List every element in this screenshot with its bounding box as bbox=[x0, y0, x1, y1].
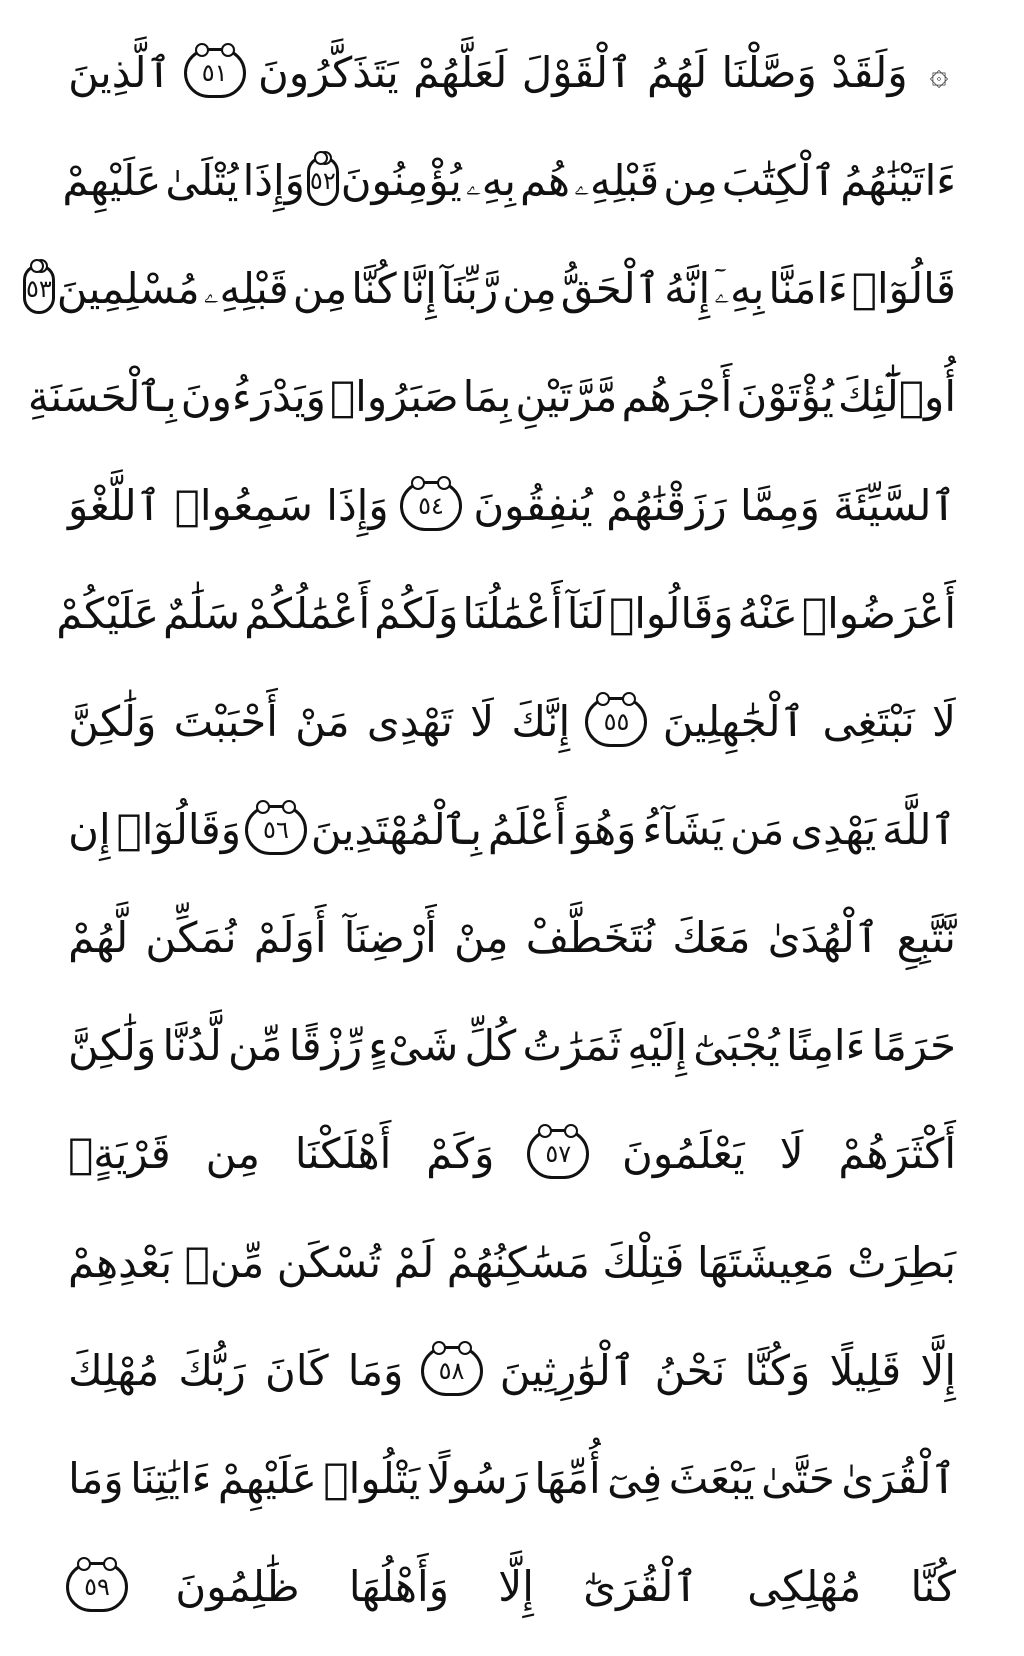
ayah-number-marker: ٥٧ bbox=[527, 1129, 589, 1179]
quran-word: لَّدُنَّا bbox=[162, 1021, 222, 1071]
quran-word: يَتْلُوا۟ bbox=[323, 1453, 421, 1503]
quran-word: قَلِيلًا bbox=[829, 1345, 902, 1395]
quran-word: شَىْءٍ bbox=[368, 1021, 459, 1071]
quran-word: يُتْلَىٰ bbox=[165, 156, 239, 206]
text-line bbox=[66, 1003, 958, 1089]
quran-word: وَإِذَا bbox=[242, 156, 305, 206]
quran-word: إِنَّا bbox=[400, 264, 437, 314]
ayah-number-marker: ٥٥ bbox=[585, 697, 647, 747]
quran-word: ظَٰلِمُونَ bbox=[175, 1561, 300, 1611]
quran-word: إِلَيْهِ bbox=[627, 1021, 688, 1071]
quran-word: لَّهُمْ bbox=[68, 913, 129, 963]
quran-word: مَنْ bbox=[295, 696, 350, 746]
quran-word: ٱلَّذِينَ bbox=[68, 48, 172, 97]
quran-word: أَرْضِنَآ bbox=[343, 913, 437, 963]
quran-word: وَقَالُوٓا۟ bbox=[116, 804, 242, 854]
quran-word: لَا bbox=[932, 696, 956, 746]
ayah-number-marker: ٥٦ bbox=[245, 805, 307, 855]
quran-word: مَعَكَ bbox=[672, 913, 751, 963]
quran-word: ءَامِنًا bbox=[785, 1021, 866, 1071]
quran-word: أَعْلَمُ bbox=[487, 804, 567, 854]
quran-word: تَهْدِى bbox=[366, 696, 453, 746]
quran-word: مِّن bbox=[228, 1021, 283, 1071]
quran-word: فِىٓ bbox=[607, 1453, 663, 1503]
quran-word: ٱلْهُدَىٰ bbox=[767, 913, 880, 963]
quran-word: لَنَآ bbox=[566, 588, 606, 638]
quran-word: حَتَّىٰ bbox=[761, 1453, 835, 1503]
quran-word: فَتِلْكَ bbox=[602, 1237, 685, 1287]
quran-word: مَن bbox=[729, 804, 785, 854]
quran-word: وَصَّلْنَا bbox=[721, 48, 817, 97]
quran-word: سَمِعُوا۟ bbox=[174, 480, 313, 530]
quran-word: نَحْنُ bbox=[654, 1345, 726, 1395]
quran-word: وَيَدْرَءُونَ bbox=[180, 372, 326, 422]
quran-word: نُتَخَطَّفْ bbox=[525, 913, 656, 963]
quran-word: صَبَرُوا۟ bbox=[329, 372, 459, 422]
quran-word: لَا bbox=[779, 1129, 804, 1179]
quran-word: حَرَمًا bbox=[871, 1021, 956, 1071]
quran-word: رَزَقْنَٰهُمْ bbox=[606, 480, 727, 530]
quran-word: ءَاتَيْنَٰهُمُ bbox=[840, 156, 956, 206]
quran-word: بِهِۦٓ bbox=[714, 264, 765, 314]
quran-word: مِن bbox=[205, 1129, 261, 1179]
quran-word: وَكُنَّا bbox=[744, 1345, 811, 1395]
quran-word: قَبْلِهِۦ bbox=[574, 156, 660, 206]
quran-word: مُهْلِكَ bbox=[68, 1345, 160, 1395]
text-line bbox=[27, 354, 958, 440]
quran-word: كُنَّا bbox=[351, 264, 397, 314]
quran-word: عَلَيْكُمْ bbox=[56, 588, 160, 638]
quran-word: إِنَّهُ bbox=[664, 264, 711, 314]
quran-word: قَبْلِهِۦ bbox=[203, 264, 289, 314]
quran-word: عَنْهُ bbox=[737, 588, 798, 638]
quran-word: مُسْلِمِينَ bbox=[56, 264, 200, 314]
quran-word: لَا bbox=[470, 696, 495, 746]
quran-word: رَسُولًا bbox=[426, 1453, 528, 1503]
quran-word: يَتَذَكَّرُونَ bbox=[257, 48, 399, 97]
quran-word: أَوَلَمْ bbox=[253, 913, 327, 963]
quran-word: أَعْرَضُوا۟ bbox=[801, 588, 956, 638]
quran-word: هُم bbox=[519, 156, 571, 206]
quran-word: ٱللَّهَ bbox=[882, 804, 956, 854]
quran-word: نَّتَّبِعِ bbox=[896, 913, 956, 963]
quran-word: نُمَكِّن bbox=[145, 913, 237, 963]
quran-word: مَّرَّتَيْنِ bbox=[515, 372, 618, 422]
quran-word: لَمْ bbox=[393, 1237, 435, 1287]
quran-word: مِن bbox=[292, 264, 348, 314]
quran-word: بَعْدِهِمْ bbox=[68, 1237, 173, 1287]
quran-word: ٱلْوَٰرِثِينَ bbox=[499, 1345, 636, 1395]
quran-word: بِمَا bbox=[462, 372, 512, 422]
text-line bbox=[66, 1220, 958, 1306]
quran-word: يَهْدِى bbox=[790, 804, 877, 854]
text-line bbox=[66, 1544, 958, 1630]
quran-word: ءَايَٰتِنَا bbox=[130, 1453, 212, 1503]
quran-word: وَأَهْلُهَا bbox=[348, 1561, 449, 1611]
quran-word: أَحْبَبْتَ bbox=[173, 696, 278, 746]
ayah-number-marker: ٥١ bbox=[184, 48, 246, 98]
text-line bbox=[66, 787, 958, 873]
ayah-number-marker: ٥٢ bbox=[307, 156, 339, 206]
quran-word: ثَمَرَٰتُ bbox=[522, 1021, 622, 1071]
quran-word: نَبْتَغِى bbox=[822, 696, 915, 746]
quran-word: عَلَيْهِمْ bbox=[217, 1453, 317, 1503]
quran-word: يُؤْتَوْنَ bbox=[736, 372, 834, 422]
text-line bbox=[26, 246, 958, 332]
quran-word: رَّبِّنَآ bbox=[440, 264, 499, 314]
quran-word: أَجْرَهُم bbox=[621, 372, 733, 422]
quran-word: وَهُوَ bbox=[572, 804, 637, 854]
quran-word: يُجْبَىٰٓ bbox=[693, 1021, 780, 1071]
text-line bbox=[66, 1436, 958, 1522]
quran-word: رِّزْقًا bbox=[288, 1021, 363, 1071]
quran-word: إِنَّكَ bbox=[511, 696, 571, 746]
quran-word: يُنفِقُونَ bbox=[473, 480, 593, 530]
quran-word: مِن bbox=[502, 264, 557, 314]
quran-word: بِٱلْمُهْتَدِينَ bbox=[310, 804, 482, 854]
quran-word: ٱلْقَوْلَ bbox=[521, 48, 633, 97]
quran-word: وَإِذَا bbox=[326, 480, 389, 530]
quran-word: كُلِّ bbox=[464, 1021, 517, 1071]
quran-word: مِنْ bbox=[454, 913, 509, 963]
ayah-number-marker: ٥٣ bbox=[23, 264, 55, 314]
text-line bbox=[66, 1328, 958, 1414]
quran-word: وَلَكُمْ bbox=[374, 588, 459, 638]
quran-text-lines bbox=[26, 30, 958, 1630]
quran-word: ٱللَّغْوَ bbox=[68, 480, 162, 530]
text-line bbox=[66, 463, 958, 549]
quran-word: يَشَآءُ bbox=[642, 804, 725, 854]
quran-word: وَمَا bbox=[347, 1345, 404, 1395]
quran-word: يُؤْمِنُونَ bbox=[340, 156, 462, 206]
quran-word: لَعَلَّهُمْ bbox=[413, 48, 508, 97]
quran-word: وَلَٰكِنَّ bbox=[68, 1021, 157, 1071]
quran-word: ٱلْجَٰهِلِينَ bbox=[662, 696, 806, 746]
quran-word: كَانَ bbox=[264, 1345, 329, 1395]
quran-word: بِٱلْحَسَنَةِ bbox=[27, 372, 177, 422]
ayah-number-marker: ٥٨ bbox=[421, 1346, 483, 1396]
quran-word: بَطِرَتْ bbox=[847, 1237, 956, 1287]
quran-word: إِن bbox=[68, 804, 111, 854]
quran-word: أَهْلَكْنَا bbox=[294, 1129, 392, 1179]
quran-word: أَعْمَٰلُكُمْ bbox=[244, 588, 371, 638]
quran-word: وَمَا bbox=[68, 1453, 124, 1503]
quran-word: مَسَٰكِنُهُمْ bbox=[446, 1237, 590, 1287]
quran-word: يَعْلَمُونَ bbox=[622, 1129, 745, 1179]
quran-word: قَالُوٓا۟ bbox=[851, 264, 956, 314]
text-line bbox=[66, 679, 958, 765]
quran-word: ءَامَنَّا bbox=[768, 264, 848, 314]
quran-word: أَعْمَٰلُنَا bbox=[462, 588, 563, 638]
quran-word: مِن bbox=[663, 156, 718, 206]
quran-word: إِلَّا bbox=[498, 1561, 534, 1611]
quran-word: عَلَيْهِمْ bbox=[62, 156, 162, 206]
quran-word: سَلَٰمٌ bbox=[163, 588, 241, 638]
quran-word: كُنَّا bbox=[910, 1561, 956, 1611]
rub-el-hizb-icon: ۞ bbox=[929, 54, 949, 92]
text-line bbox=[62, 138, 958, 224]
quran-word: أَكْثَرَهُمْ bbox=[838, 1129, 956, 1179]
quran-word: لَهُمُ bbox=[647, 48, 708, 97]
quran-word: مُهْلِكِى bbox=[747, 1561, 862, 1611]
quran-word: وَلَٰكِنَّ bbox=[68, 696, 157, 746]
quran-word: أُو۟لَٰٓئِكَ bbox=[837, 372, 956, 422]
text-line bbox=[66, 1111, 958, 1197]
ayah-number-marker: ٥٤ bbox=[400, 481, 462, 531]
quran-word: تُسْكَن bbox=[276, 1237, 382, 1287]
quran-word: أُمِّهَا bbox=[534, 1453, 601, 1503]
quran-word: وَلَقَدْ bbox=[831, 48, 908, 97]
quran-word: ٱلْقُرَىٰ bbox=[841, 1453, 956, 1503]
quran-word: رَبُّكَ bbox=[178, 1345, 246, 1395]
text-line bbox=[56, 571, 958, 657]
quran-word: ٱلْحَقُّ bbox=[560, 264, 661, 314]
quran-word: بِهِۦ bbox=[465, 156, 516, 206]
quran-word: ٱلْقُرَىٰٓ bbox=[583, 1561, 698, 1611]
quran-word: وَمِمَّا bbox=[740, 480, 820, 530]
quran-word: مَعِيشَتَهَا bbox=[696, 1237, 835, 1287]
quran-word: يَبْعَثَ bbox=[668, 1453, 755, 1503]
quran-word: إِلَّا bbox=[920, 1345, 956, 1395]
text-line bbox=[66, 895, 958, 981]
quran-word: وَقَالُوا۟ bbox=[609, 588, 734, 638]
quran-word: مِّنۢ bbox=[184, 1237, 265, 1287]
ayah-number-marker: ٥٩ bbox=[66, 1562, 128, 1612]
quran-word: ٱلسَّيِّئَةَ bbox=[833, 480, 956, 530]
quran-word: ٱلْكِتَٰبَ bbox=[721, 156, 837, 206]
quran-word: وَكَمْ bbox=[426, 1129, 495, 1179]
quran-word: قَرْيَةٍۭ bbox=[68, 1129, 171, 1179]
text-line bbox=[66, 30, 958, 116]
